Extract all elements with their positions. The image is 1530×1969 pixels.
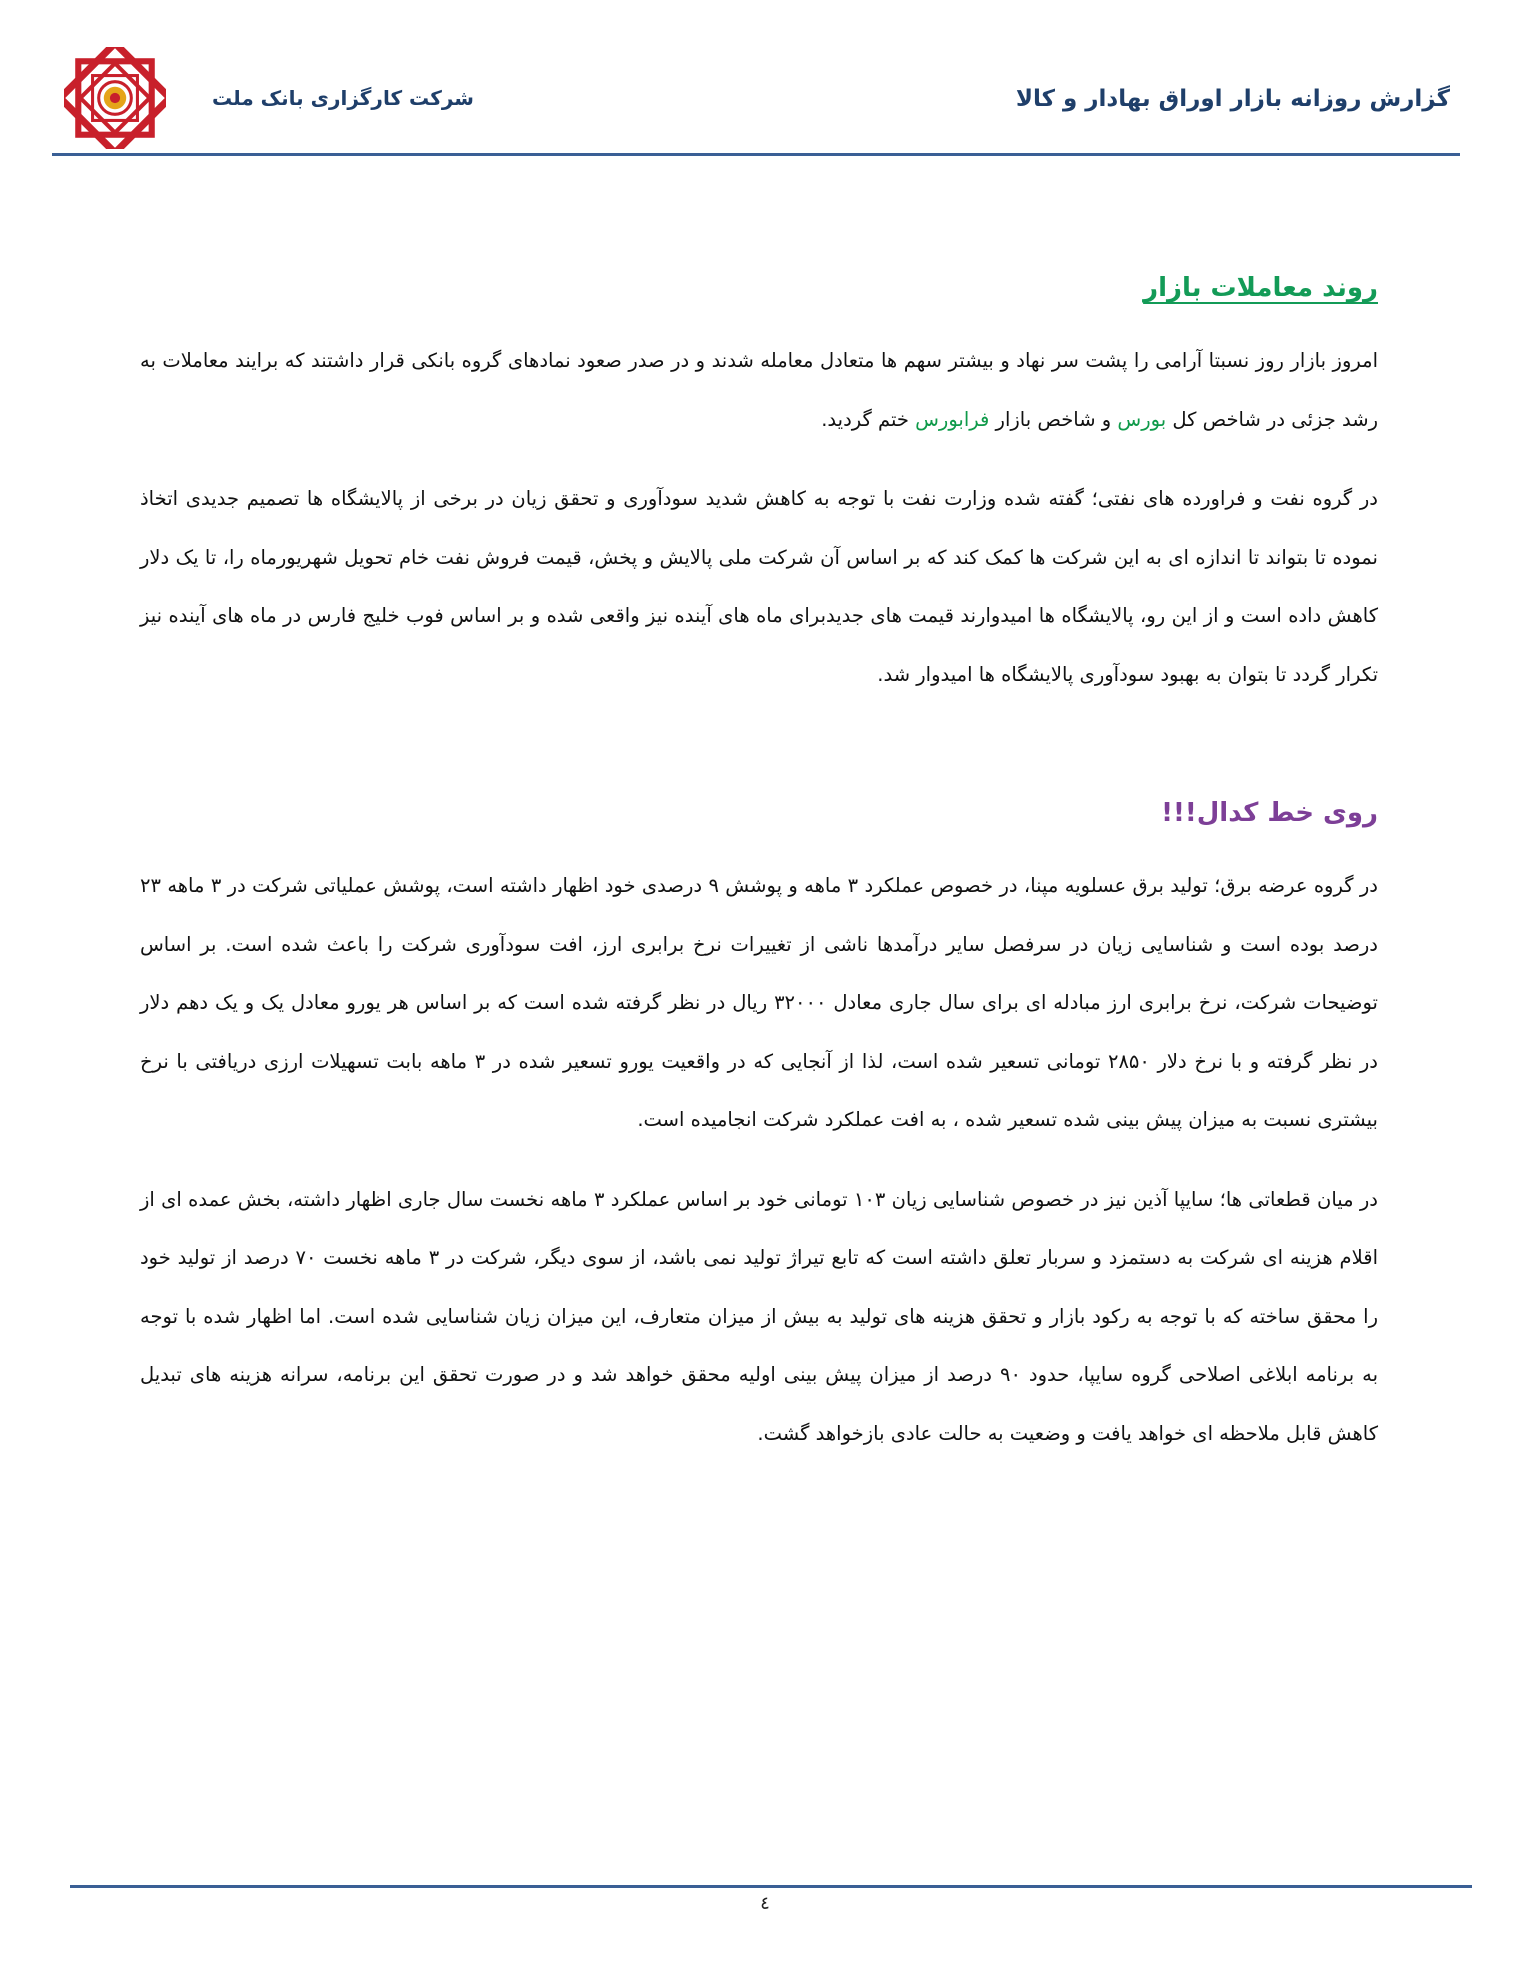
header-divider [52, 153, 1460, 156]
section-heading-codal: روی خط کدال!!! [1161, 798, 1378, 828]
paragraph-market-summary: امروز بازار روز نسبتا آرامی را پشت سر نهاد و بیشتر سهم ها متعادل معامله شدند و در صدر صعود نمادهای گروه بانکی قرار داشتند که برایند معاملات به رشد جزئی در شاخص کل بورس و شاخص بازار فرابورس ختم گردید. [140, 349, 1378, 431]
paragraph-oil-refinery: در گروه نفت و فراورده های نفتی؛ گفته شده وزارت نفت با توجه به کاهش شدید سودآوری و تحقق زیان در برخی از پالایشگاه ها تصمیم جدیدی اتخاذ نموده تا بتواند تا اندازه ای به این شرکت ها کمک کند که بر اساس آن شرکت ملی پالایش و پخش، قیمت فروش نفت خام تحویل شهریورماه را، تا یک دلار کاهش داده است و از این رو، پالایشگاه ها امیدوارند قیمت های جدیدبرای ماه های آینده نیز واقعی شده و بر اساس فوب خلیج فارس در ماه های آینده نیز تکرار گردد تا بتوان به بهبود سودآوری پالایشگاه ها امیدوار شد. [140, 487, 1378, 686]
paragraph-power-supply: در گروه عرضه برق؛ تولید برق عسلویه مپنا، در خصوص عملکرد ۳ ماهه و پوشش ۹ درصدی خود اظهار داشته است، پوشش عملیاتی شرکت در ۳ ماهه ۲۳ درصد بوده است و شناسایی زیان در سرفصل سایر درآمدها ناشی از تغییرات نرخ برابری ارز، افت سودآوری شرکت را باعث شده است. بر اساس توضیحات شرکت، نرخ برابری ارز مبادله ای برای سال جاری معادل ۳۲۰۰۰ ریال در نظر گرفته شده است که بر اساس هر یورو معادل یک و یک دهم دلار در نظر گرفته و با نرخ دلار ۲۸۵۰ تومانی تسعیر شده است، لذا از آنجایی که در واقعیت یورو تسعیر شده در ۳ ماهه بابت تسهیلات ارزی دریافتی با نرخ بیشتری نسبت به میزان پیش بینی شده تسعیر شده ، به افت عملکرد شرکت انجامیده است. [140, 874, 1378, 1131]
page-number: ٤ [760, 1893, 770, 1914]
footer-divider [70, 1885, 1472, 1888]
report-body [140, 266, 1378, 1463]
bank-mellat-logo-icon [64, 47, 166, 149]
farabourse-highlight: فرابورس [915, 407, 990, 431]
bourse-highlight: بورس [1117, 407, 1167, 431]
company-name: شرکت کارگزاری بانک ملت [212, 86, 474, 110]
paragraph-auto-parts: در میان قطعاتی ها؛ سایپا آذین نیز در خصوص شناسایی زیان ۱۰۳ تومانی خود بر اساس عملکرد ۳ ماهه نخست سال جاری اظهار داشته، بخش عمده ای از اقلام هزینه ای شرکت به دستمزد و سربار تعلق داشته است که تابع تیراژ تولید نمی باشد، از سوی دیگر، شرکت در ۳ ماهه نخست ۷۰ درصد از تولید خود را محقق ساخته که با توجه به رکود بازار و تحقق هزینه های تولید به بیش از میزان متعارف، این میزان زیان شناسایی شده است. اما اظهار شده با توجه به برنامه ابلاغی اصلاحی گروه سایپا، حدود ۹۰ درصد از میزان پیش بینی اولیه محقق خواهد شد و در صورت تحقق این برنامه، سرانه هزینه های تبدیل کاهش قابل ملاحظه ای خواهد یافت و وضعیت به حالت عادی بازخواهد گشت. [140, 1187, 1378, 1445]
report-title: گزارش روزانه بازار اوراق بهادار و کالا [1015, 86, 1450, 112]
section-heading-market-trend: روند معاملات بازار [1143, 273, 1378, 303]
